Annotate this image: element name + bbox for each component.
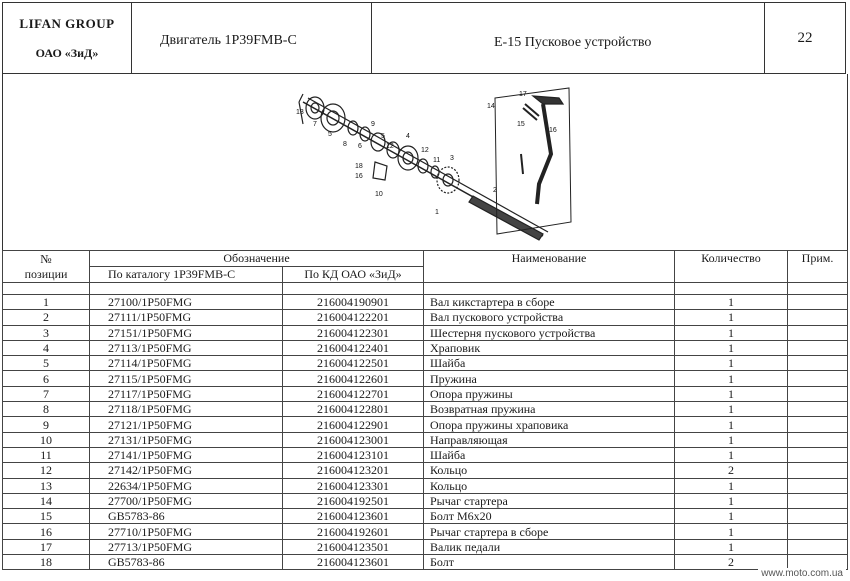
table-row <box>3 509 848 524</box>
cell-catalog: 27710/1P50FMG <box>90 524 283 539</box>
table-row <box>3 417 848 432</box>
cell-name: Шайба <box>424 356 675 371</box>
cell-qty: 1 <box>675 493 788 508</box>
cell-pos: 5 <box>3 356 90 371</box>
cell-note <box>788 325 848 340</box>
cell-catalog: 27131/1P50FMG <box>90 432 283 447</box>
callout-10: 10 <box>375 191 383 198</box>
cell-note <box>788 524 848 539</box>
page-number: 22 <box>765 3 846 74</box>
parts-table <box>2 250 848 570</box>
cell-kd: 216004122801 <box>283 402 424 417</box>
cell-kd: 216004190901 <box>283 295 424 310</box>
cell-qty: 1 <box>675 417 788 432</box>
col-catalog: По каталогу 1Р39FMB-C <box>90 267 283 283</box>
cell-note <box>788 447 848 462</box>
table-row <box>3 463 848 478</box>
col-designation: Обозначение <box>90 251 424 267</box>
cell-name: Рычаг стартера в сборе <box>424 524 675 539</box>
cell-qty: 1 <box>675 325 788 340</box>
cell-catalog: 27113/1P50FMG <box>90 340 283 355</box>
cell-pos: 17 <box>3 539 90 554</box>
section-title: Е-15 Пусковое устройство <box>372 3 765 74</box>
cell-kd: 216004123001 <box>283 432 424 447</box>
cell-catalog: 22634/1P50FMG <box>90 478 283 493</box>
cell-kd: 216004122301 <box>283 325 424 340</box>
cell-name: Вал кикстартера в сборе <box>424 295 675 310</box>
cell-name: Кольцо <box>424 463 675 478</box>
cell-qty: 1 <box>675 432 788 447</box>
watermark: www.moto.com.ua <box>758 568 846 579</box>
cell-note <box>788 463 848 478</box>
cell-note <box>788 417 848 432</box>
engine-model: Двигатель 1Р39FMB-C <box>132 3 372 74</box>
callout-1: 1 <box>435 209 439 216</box>
cell-name: Шайба <box>424 447 675 462</box>
col-name: Наименование <box>424 251 675 283</box>
cell-kd: 216004192501 <box>283 493 424 508</box>
cell-pos: 8 <box>3 402 90 417</box>
callout-12b: 12 <box>421 147 429 154</box>
table-row <box>3 524 848 539</box>
table-row <box>3 325 848 340</box>
company-cell <box>3 3 132 74</box>
cell-pos: 4 <box>3 340 90 355</box>
cell-qty: 1 <box>675 539 788 554</box>
company-name: LIFAN GROUP <box>19 15 115 31</box>
cell-note <box>788 402 848 417</box>
cell-note <box>788 386 848 401</box>
cell-kd: 216004122701 <box>283 386 424 401</box>
cell-kd: 216004123601 <box>283 509 424 524</box>
cell-note <box>788 493 848 508</box>
cell-catalog: 27111/1P50FMG <box>90 310 283 325</box>
callout-5b: 5 <box>381 133 385 140</box>
cell-catalog: GB5783-86 <box>90 555 283 570</box>
cell-catalog: 27713/1P50FMG <box>90 539 283 554</box>
cell-name: Шестерня пускового устройства <box>424 325 675 340</box>
cell-pos: 2 <box>3 310 90 325</box>
cell-name: Опора пружины <box>424 386 675 401</box>
cell-kd: 216004123301 <box>283 478 424 493</box>
cell-qty: 1 <box>675 447 788 462</box>
table-row <box>3 447 848 462</box>
callout-14: 14 <box>487 103 495 110</box>
callout-2: 2 <box>493 187 497 194</box>
cell-note <box>788 340 848 355</box>
cell-name: Валик педали <box>424 539 675 554</box>
cell-kd: 216004123201 <box>283 463 424 478</box>
cell-pos: 1 <box>3 295 90 310</box>
cell-kd: 216004122501 <box>283 356 424 371</box>
cell-name: Болт <box>424 555 675 570</box>
cell-qty: 1 <box>675 386 788 401</box>
table-row <box>3 371 848 386</box>
cell-catalog: 27142/1P50FMG <box>90 463 283 478</box>
cell-note <box>788 539 848 554</box>
callout-3: 3 <box>450 155 454 162</box>
callout-16: 16 <box>355 173 363 180</box>
callout-7: 7 <box>313 121 317 128</box>
table-row <box>3 386 848 401</box>
cell-note <box>788 371 848 386</box>
table-row <box>3 539 848 554</box>
cell-name: Направляющая <box>424 432 675 447</box>
cell-pos: 15 <box>3 509 90 524</box>
cell-catalog: 27700/1P50FMG <box>90 493 283 508</box>
cell-catalog: 27151/1P50FMG <box>90 325 283 340</box>
col-quantity: Количество <box>675 251 788 283</box>
cell-catalog: 27100/1P50FMG <box>90 295 283 310</box>
exploded-diagram-drawing <box>3 74 847 250</box>
callout-18: 18 <box>355 163 363 170</box>
cell-pos: 9 <box>3 417 90 432</box>
cell-name: Опора пружины храповика <box>424 417 675 432</box>
cell-qty: 2 <box>675 463 788 478</box>
cell-qty: 1 <box>675 295 788 310</box>
cell-qty: 1 <box>675 340 788 355</box>
cell-catalog: 27114/1P50FMG <box>90 356 283 371</box>
cell-pos: 13 <box>3 478 90 493</box>
table-row <box>3 310 848 325</box>
cell-kd: 216004122901 <box>283 417 424 432</box>
cell-note <box>788 295 848 310</box>
callout-15: 15 <box>517 121 525 128</box>
cell-note <box>788 432 848 447</box>
cell-name: Пружина <box>424 371 675 386</box>
callout-9: 9 <box>371 121 375 128</box>
cell-kd: 216004123601 <box>283 555 424 570</box>
table-row <box>3 555 848 570</box>
callout-13: 13 <box>296 109 304 116</box>
col-position: № позиции <box>3 251 90 283</box>
cell-catalog: GB5783-86 <box>90 509 283 524</box>
cell-note <box>788 478 848 493</box>
callout-16b: 16 <box>549 127 557 134</box>
cell-note <box>788 310 848 325</box>
table-row <box>3 478 848 493</box>
cell-qty: 1 <box>675 371 788 386</box>
cell-pos: 18 <box>3 555 90 570</box>
cell-catalog: 27121/1P50FMG <box>90 417 283 432</box>
exploded-diagram <box>2 74 848 250</box>
cell-name: Болт М6х20 <box>424 509 675 524</box>
cell-kd: 216004192601 <box>283 524 424 539</box>
title-block <box>2 2 846 74</box>
cell-kd: 216004122201 <box>283 310 424 325</box>
cell-kd: 216004122601 <box>283 371 424 386</box>
cell-pos: 3 <box>3 325 90 340</box>
cell-kd: 216004123501 <box>283 539 424 554</box>
cell-pos: 14 <box>3 493 90 508</box>
cell-catalog: 27141/1P50FMG <box>90 447 283 462</box>
callout-4: 4 <box>406 133 410 140</box>
cell-qty: 2 <box>675 555 788 570</box>
callout-12: 12 <box>386 143 394 150</box>
callout-11: 11 <box>433 157 441 164</box>
cell-pos: 6 <box>3 371 90 386</box>
cell-name: Кольцо <box>424 478 675 493</box>
cell-kd: 216004123101 <box>283 447 424 462</box>
col-kd: По КД ОАО «ЗиД» <box>283 267 424 283</box>
table-row <box>3 493 848 508</box>
col-note: Прим. <box>788 251 848 283</box>
cell-name: Вал пускового устройства <box>424 310 675 325</box>
cell-qty: 1 <box>675 402 788 417</box>
callout-8: 8 <box>343 141 347 148</box>
parts-table-body <box>3 295 848 570</box>
company-name-ru: ОАО «ЗиД» <box>35 45 99 60</box>
callout-6: 6 <box>358 143 362 150</box>
table-row <box>3 340 848 355</box>
table-row <box>3 356 848 371</box>
cell-name: Возвратная пружина <box>424 402 675 417</box>
cell-qty: 1 <box>675 478 788 493</box>
cell-note <box>788 356 848 371</box>
table-row <box>3 295 848 310</box>
cell-catalog: 27118/1P50FMG <box>90 402 283 417</box>
cell-catalog: 27117/1P50FMG <box>90 386 283 401</box>
cell-pos: 12 <box>3 463 90 478</box>
cell-qty: 1 <box>675 356 788 371</box>
table-row <box>3 432 848 447</box>
cell-pos: 16 <box>3 524 90 539</box>
cell-qty: 1 <box>675 509 788 524</box>
cell-pos: 7 <box>3 386 90 401</box>
cell-kd: 216004122401 <box>283 340 424 355</box>
cell-pos: 10 <box>3 432 90 447</box>
cell-qty: 1 <box>675 524 788 539</box>
cell-note <box>788 509 848 524</box>
cell-qty: 1 <box>675 310 788 325</box>
cell-catalog: 27115/1P50FMG <box>90 371 283 386</box>
cell-name: Рычаг стартера <box>424 493 675 508</box>
table-row <box>3 402 848 417</box>
cell-name: Храповик <box>424 340 675 355</box>
cell-pos: 11 <box>3 447 90 462</box>
callout-5: 5 <box>328 131 332 138</box>
callout-17: 17 <box>519 91 527 98</box>
